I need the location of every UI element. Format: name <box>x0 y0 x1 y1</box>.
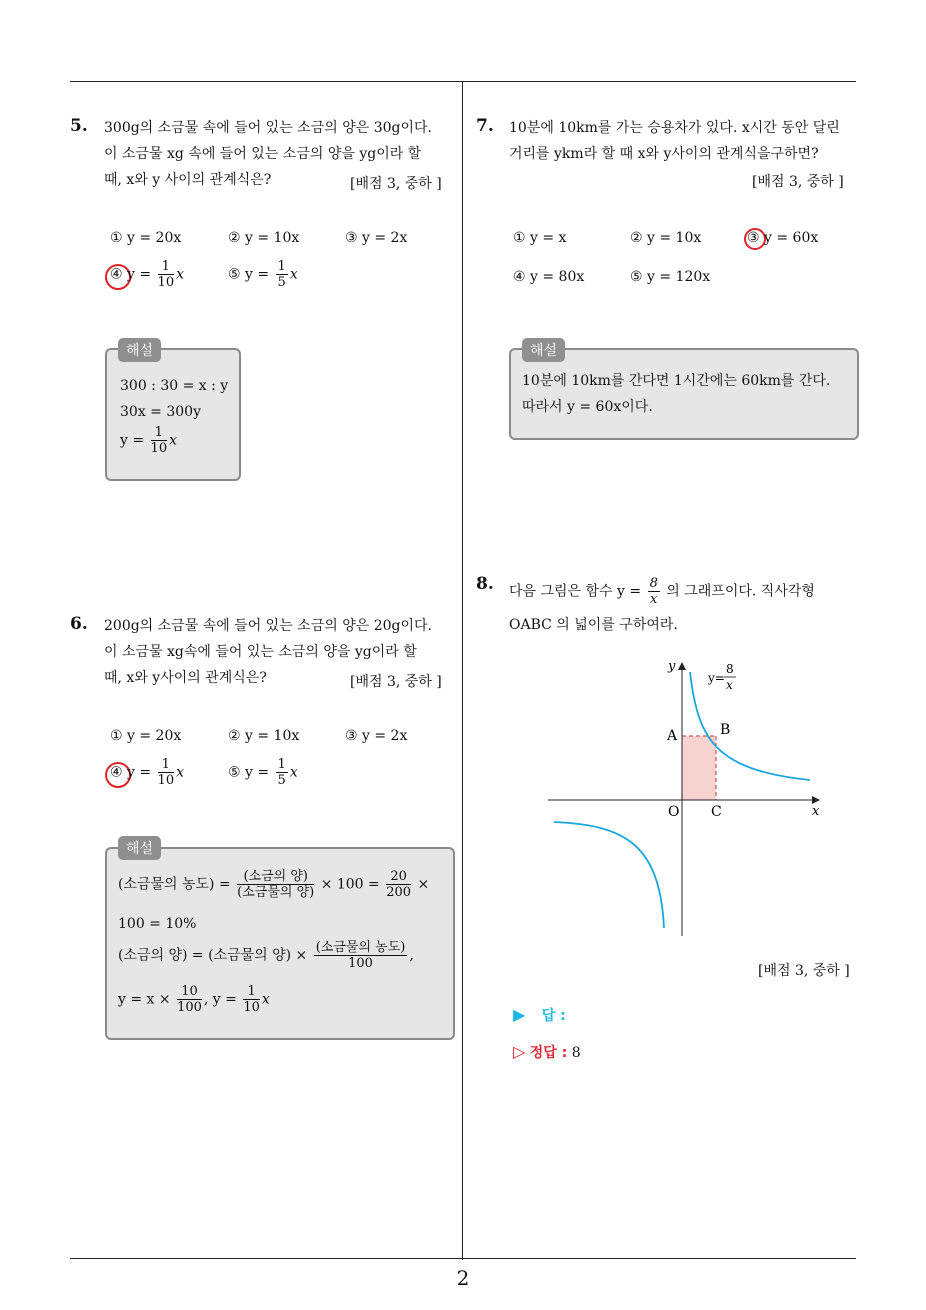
y-axis-arrow <box>678 662 686 670</box>
q5-score: [배점 3, 중하 ] <box>350 176 442 192</box>
q5-option-2[interactable]: ② y = 10x <box>228 230 300 246</box>
q6-exp-line4: y = x × $\frac{10}{100}$ , y = $\frac{1}{10}$ x <box>118 984 270 1015</box>
answer-label: 답 : <box>541 1008 566 1024</box>
answer-arrow-icon: ▶ <box>513 1005 526 1024</box>
q7-option-2[interactable]: ② y = 10x <box>630 230 702 246</box>
q5-line1: 300g의 소금물 속에 들어 있는 소금의 양은 30g이다. <box>104 120 432 136</box>
q7-score: [배점 3, 중하 ] <box>752 174 844 190</box>
q6-option-1[interactable]: ① y = 20x <box>110 728 182 744</box>
q6-option-4[interactable]: ④ y = $\frac{1}{10}$ x <box>110 757 184 788</box>
q6-option-3[interactable]: ③ y = 2x <box>345 728 408 744</box>
func-label-prefix: y= <box>708 671 725 685</box>
q6-exp-line3: (소금의 양) = (소금물의 양) × $\frac{\text{(소금물의 농도)}}{100}$ , <box>118 940 414 971</box>
q7-option-4[interactable]: ④ y = 80x <box>513 269 585 285</box>
q7-option-3[interactable]: ③ y = 60x <box>747 230 819 246</box>
q8-line1: 다음 그림은 함수 y = $\frac{8}{x}$ 의 그래프이다. 직사각형 <box>509 576 815 607</box>
func-label-num: 8 <box>726 662 734 676</box>
q7-exp-line2: 따라서 y = 60x이다. <box>522 399 653 415</box>
q6-line1: 200g의 소금물 속에 들어 있는 소금의 양은 20g이다. <box>104 618 432 634</box>
q6-number: 6. <box>70 614 88 634</box>
x-axis-arrow <box>812 796 820 804</box>
q5-option-1[interactable]: ① y = 20x <box>110 230 182 246</box>
top-rule <box>70 81 856 82</box>
q5-exp-line1: 300 : 30 = x : y <box>120 378 229 394</box>
label-o: O <box>668 804 680 820</box>
q5-explanation-tag: 해설 <box>118 338 161 362</box>
q7-line1: 10분에 10km를 가는 승용차가 있다. x시간 동안 달린 <box>509 120 840 136</box>
q6-line2: 이 소금물 xg속에 들어 있는 소금의 양을 yg이라 할 <box>104 644 417 660</box>
y-axis-label: y <box>668 659 676 674</box>
q7-explanation-tag: 해설 <box>522 338 565 362</box>
bottom-rule <box>70 1258 856 1259</box>
q7-line2: 거리를 ykm라 할 때 x와 y사이의 관계식을구하면? <box>509 146 819 162</box>
rectangle-oabc <box>682 736 716 800</box>
q8-number: 8. <box>476 574 494 594</box>
q5-line2: 이 소금물 xg 속에 들어 있는 소금의 양을 yg이라 할 <box>104 146 422 162</box>
q6-exp-line2: 100 = 10% <box>118 916 197 932</box>
q8-score: [배점 3, 중하 ] <box>758 963 850 979</box>
correct-label: 정답 : <box>529 1045 568 1061</box>
q6-explanation-tag: 해설 <box>118 836 161 860</box>
label-a: A <box>667 728 678 744</box>
q7-option-1[interactable]: ① y = x <box>513 230 567 246</box>
q6-score: [배점 3, 중하 ] <box>350 674 442 690</box>
correct-arrow-icon: ▷ <box>513 1042 526 1061</box>
q5-option-4[interactable]: ④ y = $\frac{1}{10}$ x <box>110 259 184 290</box>
q8-correct-row <box>513 1042 581 1062</box>
q6-exp-line1: (소금물의 농도) = $\frac{\text{(소금의 양)}}{\text{(소금물의 양)}}$ × 100 = $\frac{20}{200}$ × <box>118 869 430 900</box>
q5-exp-line2: 30x = 300y <box>120 404 201 420</box>
q8-graph <box>540 650 830 945</box>
q5-number: 5. <box>70 116 88 136</box>
q6-option-2[interactable]: ② y = 10x <box>228 728 300 744</box>
x-axis-label: x <box>812 804 820 819</box>
curve-branch-2 <box>554 822 664 928</box>
q5-option-3[interactable]: ③ y = 2x <box>345 230 408 246</box>
q6-option-5[interactable]: ⑤ y = $\frac{1}{5}$ x <box>228 757 298 788</box>
label-b: B <box>720 722 731 738</box>
q7-option-5[interactable]: ⑤ y = 120x <box>630 269 711 285</box>
column-divider <box>462 82 463 1260</box>
correct-value: 8 <box>571 1045 581 1061</box>
q6-line3: 때, x와 y사이의 관계식은? <box>104 670 267 686</box>
q5-line3: 때, x와 y 사이의 관계식은? <box>104 172 272 188</box>
q7-number: 7. <box>476 116 494 136</box>
func-label-den: x <box>726 678 733 692</box>
label-c: C <box>711 804 722 820</box>
q7-exp-line1: 10분에 10km를 간다면 1시간에는 60km를 간다. <box>522 373 831 389</box>
q5-option-5[interactable]: ⑤ y = $\frac{1}{5}$ x <box>228 259 298 290</box>
q5-exp-line3: y = $\frac{1}{10}$ x <box>120 425 177 456</box>
q8-line2: OABC 의 넓이를 구하여라. <box>509 617 678 633</box>
q8-answer-row <box>513 1005 566 1025</box>
page-number: 2 <box>456 1266 470 1290</box>
